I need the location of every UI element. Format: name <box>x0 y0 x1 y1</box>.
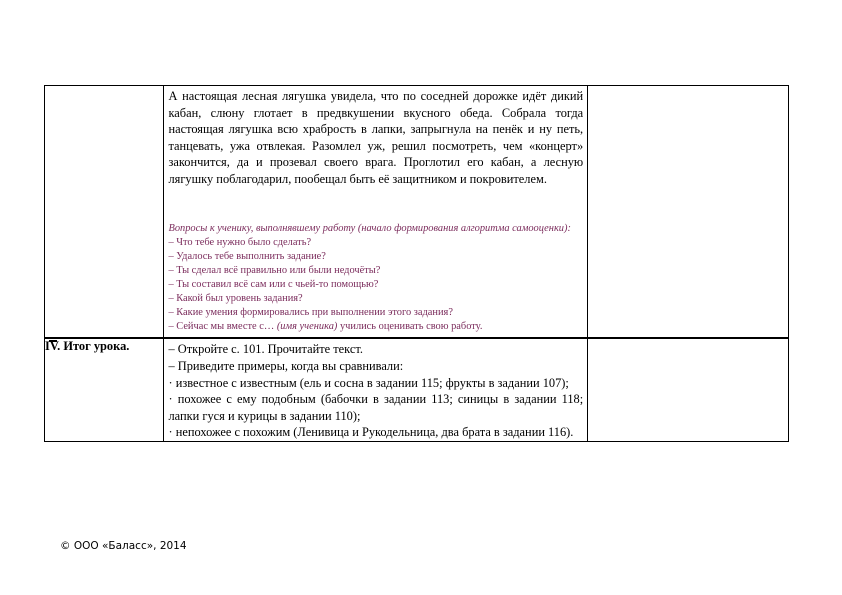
summary-list <box>164 339 587 441</box>
summary-line: – Откройте с. 101. Прочитайте текст. <box>168 342 363 357</box>
question-item: – Ты сделал всё правильно или были недочёты? <box>168 264 381 276</box>
table-row <box>45 338 789 441</box>
question-item: – Удалось тебе выполнить задание? <box>168 250 326 262</box>
questions-intro: Вопросы к ученику, выполнявшему работу (начало формирования алгоритма самооценки): <box>168 222 571 234</box>
question-last-start: – Сейчас мы вместе с… <box>168 321 277 333</box>
table-row <box>45 86 789 339</box>
question-item: – Какие умения формировались при выполнении этого задания? <box>168 307 453 319</box>
story-text: А настоящая лесная лягушка увидела, что по соседней дорожке идёт дикий кабан, слюну глотает в предвкушении вкусного обеда. Собрала тогда настоящая лягушка всю храбрость в лапки, запрыгнула на пенёк и ну петь, танцевать, ужа отвлекая. Разомлел уж, решил посмотреть, чем «концерт» закончится, да и прозевал своего врага. Проглотил его кабан, а лесную лягушку поблагодарил, пообещал быть её защитником и покровителем. <box>168 89 584 186</box>
question-last-end: учились оценивать свою работу. <box>337 321 483 333</box>
summary-line: · непохожее с похожим (Ленивица и Рукодельница, два брата в задании 116). <box>168 425 574 440</box>
lesson-table <box>44 85 789 442</box>
content-cell <box>164 338 588 441</box>
summary-line: · известное с известным (ель и сосна в задании 115; фрукты в задании 107); <box>168 375 569 390</box>
question-item: – Что тебе нужно было сделать? <box>168 236 312 248</box>
stage-title: IV. Итог урока. <box>45 339 130 354</box>
question-last-italic: (имя ученика) <box>276 321 338 333</box>
question-item: – Ты составил всё сам или с чьей-то помощью? <box>168 278 379 290</box>
stage-cell <box>45 338 164 441</box>
content-cell <box>164 86 588 339</box>
stage-mark <box>49 340 57 342</box>
notes-cell-empty <box>588 338 789 441</box>
question-item-last <box>168 320 583 334</box>
summary-line: – Приведите примеры, когда вы сравнивали: <box>168 358 404 373</box>
notes-cell-empty <box>588 86 789 339</box>
stage-cell-empty <box>45 86 164 339</box>
question-item: – Какой был уровень задания? <box>168 293 303 305</box>
copyright-footer: © ООО «Баласс», 2014 <box>60 540 187 552</box>
summary-line: · похожее с ему подобным (бабочки в задании 113; синицы в задании 118; лапки гуся и курицы в задании 110); <box>168 392 584 423</box>
self-assessment-questions <box>164 222 587 338</box>
